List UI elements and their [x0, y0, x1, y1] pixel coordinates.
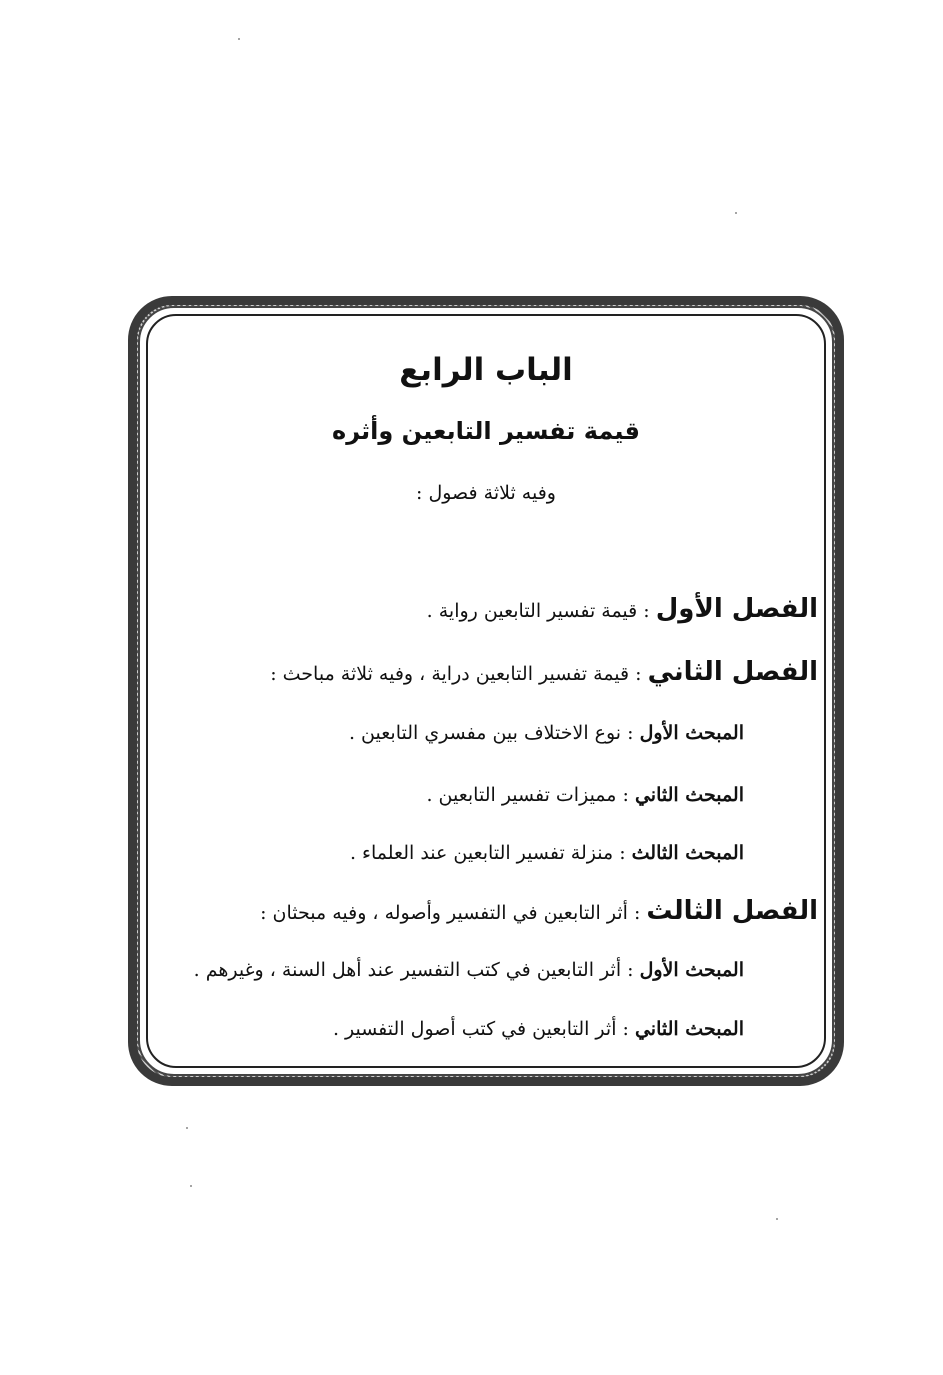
- chapter-2-text: : قيمة تفسير التابعين دراية ، وفيه ثلاثة مباحث :: [270, 663, 648, 685]
- chapter-3-section-2: [333, 1018, 744, 1040]
- scan-speck: [776, 1218, 778, 1220]
- chapter-3-text: : أثر التابعين في التفسير وأصوله ، وفيه مبحثان :: [260, 902, 647, 924]
- scan-speck: [190, 1185, 192, 1187]
- chapter-1-text: : قيمة تفسير التابعين رواية .: [426, 600, 656, 622]
- chapter-3-heading: الفصل الثالث: [646, 896, 818, 926]
- chapter-1-heading: الفصل الأول: [655, 594, 818, 624]
- section-heading: المبحث الثاني: [634, 784, 744, 806]
- chapter-2: [270, 657, 818, 687]
- section-text: : أثر التابعين في كتب أصول التفسير .: [332, 1018, 635, 1040]
- chapter-2-section-1: [349, 722, 744, 744]
- scan-speck: [238, 38, 240, 40]
- part-subtitle: قيمة تفسير التابعين وأثره: [332, 417, 640, 445]
- section-heading: المبحث الثاني: [634, 1018, 744, 1040]
- part-title: الباب الرابع: [399, 352, 573, 388]
- part-intro: وفيه ثلاثة فصول :: [416, 482, 556, 504]
- section-heading: المبحث الثالث: [631, 842, 744, 864]
- section-heading: المبحث الأول: [639, 959, 744, 981]
- table-of-contents: [146, 314, 826, 1068]
- chapter-2-heading: الفصل الثاني: [647, 657, 818, 687]
- section-text: : مميزات تفسير التابعين .: [426, 784, 635, 806]
- section-text: : نوع الاختلاف بين مفسري التابعين .: [348, 722, 640, 744]
- section-heading: المبحث الأول: [639, 722, 744, 744]
- scan-speck: [186, 1127, 188, 1129]
- chapter-1: [427, 594, 818, 624]
- chapter-2-section-3: [350, 842, 744, 864]
- section-text: : منزلة تفسير التابعين عند العلماء .: [349, 842, 632, 864]
- chapter-3-section-1: [194, 959, 744, 981]
- scan-speck: [735, 212, 737, 214]
- section-text: : أثر التابعين في كتب التفسير عند أهل السنة ، وغيرهم .: [193, 959, 640, 981]
- chapter-2-section-2: [426, 784, 744, 806]
- chapter-3: [260, 896, 818, 926]
